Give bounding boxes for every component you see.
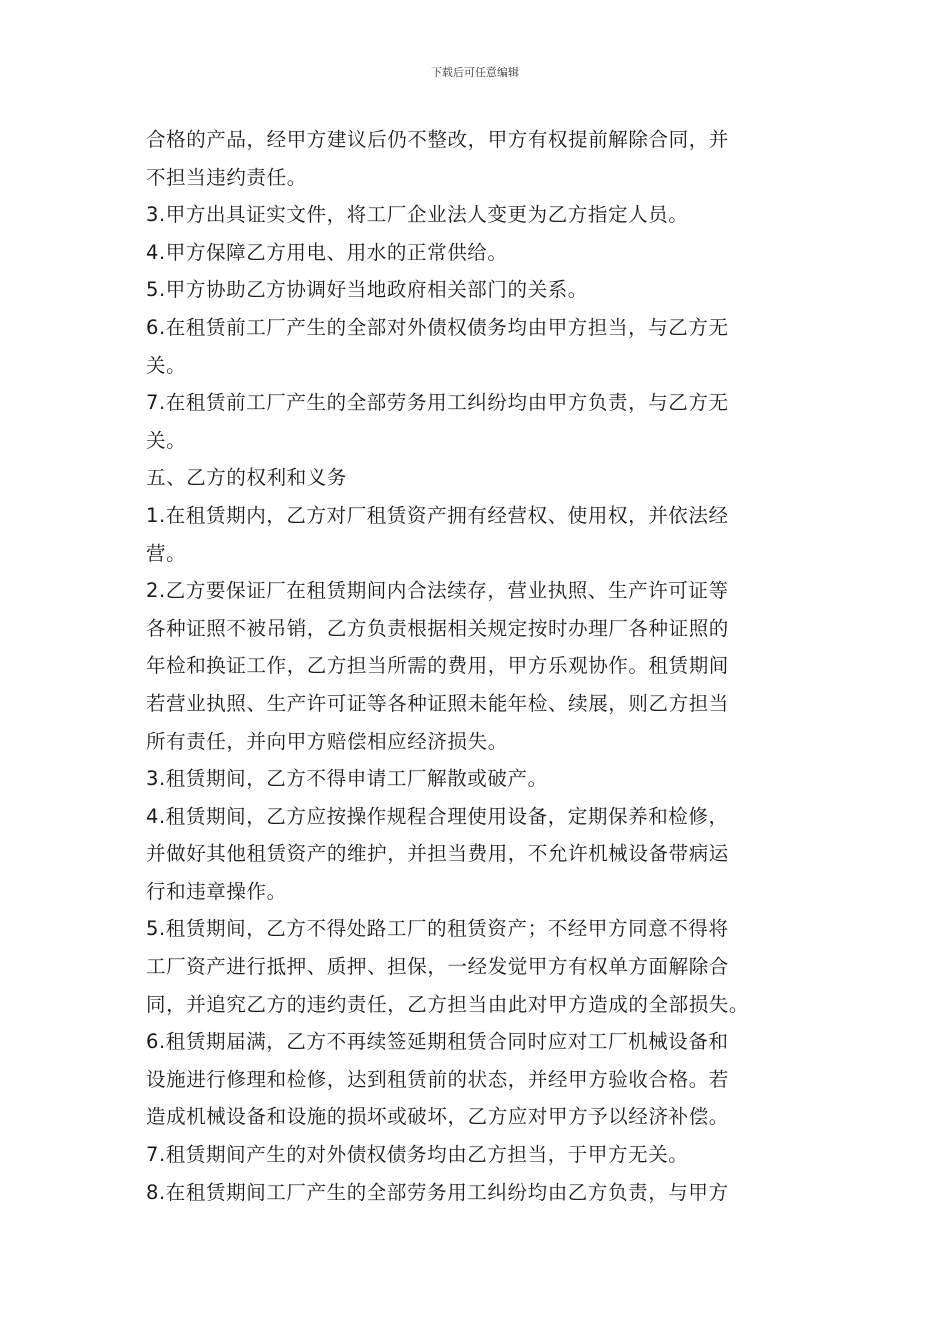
section-heading: 五、乙方的权利和义务 [146, 466, 348, 490]
text-line: 若营业执照、生产许可证等各种证照未能年检、续展，则乙方担当 [146, 691, 729, 715]
text-line: 5.租赁期间，乙方不得处路工厂的租赁资产；不经甲方同意不得将 [146, 917, 729, 941]
text-line: 8.在租赁期间工厂产生的全部劳务用工纠纷均由乙方负责，与甲方 [146, 1180, 729, 1204]
body-text [146, 121, 811, 1211]
text-line: 7.租赁期间产生的对外债权债务均由乙方担当，于甲方无关。 [146, 1143, 689, 1167]
text-line: 2.乙方要保证厂在租赁期间内合法续存，营业执照、生产许可证等 [146, 579, 729, 603]
text-line: 3.租赁期间，乙方不得申请工厂解散或破产。 [146, 767, 548, 791]
text-line: 1.在租赁期内，乙方对厂租赁资产拥有经营权、使用权，并依法经 [146, 503, 729, 527]
text-line: 行和违章操作。 [146, 879, 287, 903]
text-line: 设施进行修理和检修，达到租赁前的状态，并经甲方验收合格。若 [146, 1067, 729, 1091]
text-line: 4.租赁期间，乙方应按操作规程合理使用设备，定期保养和检修， [146, 804, 729, 828]
text-line: 4.甲方保障乙方用电、用水的正常供给。 [146, 240, 508, 264]
text-line: 造成机械设备和设施的损坏或破坏，乙方应对甲方予以经济补偿。 [146, 1105, 729, 1129]
text-line: 不担当违约责任。 [146, 165, 307, 189]
text-line: 合格的产品，经甲方建议后仍不整改，甲方有权提前解除合同，并 [146, 128, 729, 151]
text-line: 营。 [146, 541, 187, 565]
text-line: 并做好其他租赁资产的维护，并担当费用，不允许机械设备带病运 [146, 842, 729, 866]
text-line: 7.在租赁前工厂产生的全部劳务用工纠纷均由甲方负责，与乙方无 [146, 391, 729, 415]
text-line: 关。 [146, 428, 187, 452]
text-line: 关。 [146, 353, 187, 377]
text-line: 3.甲方出具证实文件，将工厂企业法人变更为乙方指定人员。 [146, 203, 689, 227]
text-line: 同，并追究乙方的违约责任，乙方担当由此对甲方造成的全部损失。 [146, 992, 750, 1016]
text-line: 6.在租赁前工厂产生的全部对外债权债务均由甲方担当，与乙方无 [146, 315, 729, 339]
text-line: 各种证照不被吊销，乙方负责根据相关规定按时办理厂各种证照的 [146, 616, 729, 640]
text-line: 6.租赁期届满，乙方不再续签延期租赁合同时应对工厂机械设备和 [146, 1030, 729, 1054]
text-line: 年检和换证工作，乙方担当所需的费用，甲方乐观协作。租赁期间 [146, 654, 729, 678]
text-line: 所有责任，并向甲方赔偿相应经济损失。 [146, 729, 508, 753]
text-line: 工厂资产进行抵押、质押、担保，一经发觉甲方有权单方面解除合 [146, 955, 729, 979]
text-line: 5.甲方协助乙方协调好当地政府相关部门的关系。 [146, 278, 588, 302]
page-header: 下载后可任意编辑 [431, 66, 519, 79]
